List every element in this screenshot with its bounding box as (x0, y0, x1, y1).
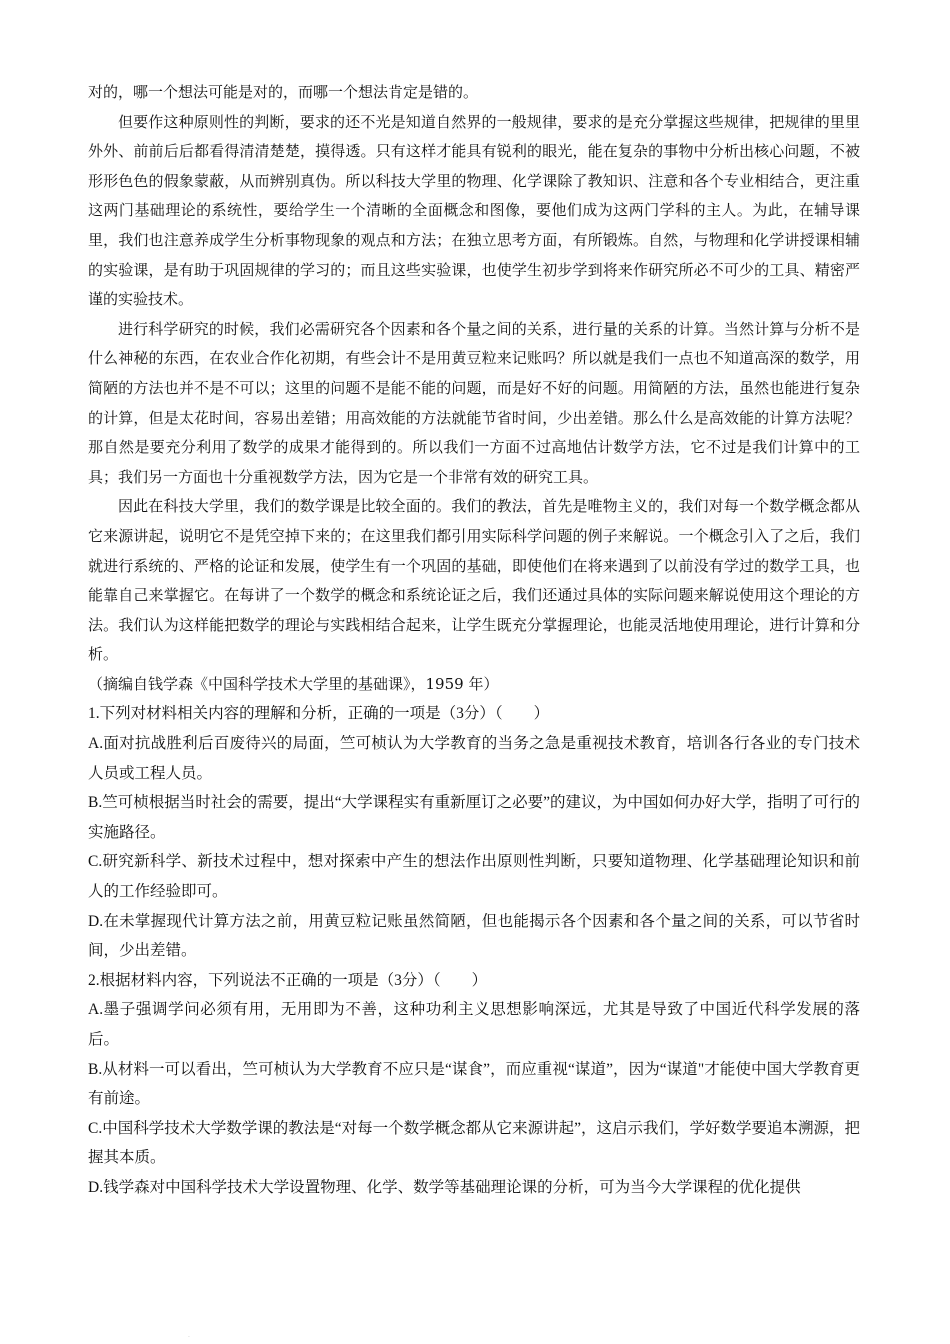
questions-section (88, 699, 860, 1202)
question-2-stem: 2.根据材料内容，下列说法不正确的一项是（3分）（ ） (88, 971, 488, 989)
passage-paragraph-2: 进行科学研究的时候，我们必需研究各个因素和各个量之间的关系，进行量的关系的计算。当然计算与分析不是什么神秘的东西，在农业合作化初期，有些会计不是用黄豆粒来记账吗？所以就是我们一点也不知道高深的数学，用简陋的方法也并不是不可以；这里的问题不是能不能的问题，而是好不好的问题。用简陋的方法，虽然也能进行复杂的计算，但是太花时间，容易出差错；用高效能的方法就能节省时间，少出差错。那么什么是高效能的计算方法呢？那自然是要充分利用了数学的成果才能得到的。所以我们一方面不过高地估计数学方法，它不过是我们计算中的工具；我们另一方面也十分重视数学方法，因为它是一个非常有效的研究工具。 (88, 319, 860, 486)
reading-passage (88, 78, 860, 699)
page-content (88, 78, 860, 1203)
passage-paragraph-3: 因此在科技大学里，我们的数学课是比较全面的。我们的教法，首先是唯物主义的，我们对每一个数学概念都从它来源讲起，说明它不是凭空掉下来的；在这里我们都引用实际科学问题的例子来解说。一个概念引入了之后，我们就进行系统的、严格的论证和发展，使学生有一个巩固的基础，即使他们在将来遇到了以前没有学过的数学工具，也能靠自己来掌握它。在每讲了一个数学的概念和系统论证之后，我们还通过具体的实际问题来解说使用这个理论的方法。我们认为这样能把数学的理论与实践相结合起来，让学生既充分掌握理论，也能灵活地使用理论，进行计算和分析。 (88, 497, 860, 664)
question-2-option-b: B.从材料一可以看出，竺可桢认为大学教育不应只是“谋食”，而应重视“谋道”，因为“谋道"才能使中国大学教育更有前途。 (88, 1060, 860, 1108)
question-1-option-b: B.竺可桢根据当时社会的需要，提出“大学课程实有重新厘订之必要”的建议，为中国如何办好大学，指明了可行的实施路径。 (88, 794, 860, 841)
question-2-option-c: C.中国科学技术大学数学课的教法是“对每一个数学概念都从它来源讲起”，这启示我们，学好数学要追本溯源，把握其本质。 (88, 1119, 860, 1167)
question-1-option-c: C.研究新科学、新技术过程中，想对探索中产生的想法作出原则性判断，只要知道物理、化学基础理论知识和前人的工作经验即可。 (88, 853, 860, 901)
question-1-stem: 1.下列对材料相关内容的理解和分析，正确的一项是（3分）（ ） (88, 705, 550, 723)
passage-source: （摘编自钱学森《中国科学技术大学里的基础课》，1959 年） (88, 674, 499, 693)
footer-mark: . (188, 1332, 190, 1339)
question-2-option-a: A.墨子强调学问必须有用，无用即为不善，这种功利主义思想影响深远，尤其是导致了中国近代科学发展的落后。 (88, 1001, 860, 1048)
question-1-option-a: A.面对抗战胜利后百废待兴的局面，竺可桢认为大学教育的当务之急是重视技术教育，培训各行各业的专门技术人员或工程人员。 (88, 735, 860, 782)
question-1-option-d: D.在未掌握现代计算方法之前，用黄豆粒记账虽然简陋，但也能揭示各个因素和各个量之间的关系，可以节省时间，少出差错。 (88, 912, 860, 960)
passage-paragraph-0: 对的，哪一个想法可能是对的，而哪一个想法肯定是错的。 (88, 83, 479, 101)
question-2-option-d: D.钱学森对中国科学技术大学设置物理、化学、数学等基础理论课的分析，可为当今大学课程的优化提供 (88, 1178, 801, 1196)
passage-paragraph-1: 但要作这种原则性的判断，要求的还不光是知道自然界的一般规律，要求的是充分掌握这些规律，把规律的里里外外、前前后后都看得清清楚楚，摸得透。只有这样才能具有锐利的眼光，能在复杂的事物中分析出核心问题，不被形形色色的假象蒙蔽，从而辨别真伪。所以科技大学里的物理、化学课除了教知识、注意和各个专业相结合，更注重这两门基础理论的系统性，要给学生一个清晰的全面概念和图像，要他们成为这两门学科的主人。为此，在辅导课里，我们也注意养成学生分析事物现象的观点和方法；在独立思考方面，有所锻炼。自然，与物理和化学讲授课相辅的实验课，是有助于巩固规律的学习的；而且这些实验课，也使学生初步学到将来作研究所必不可少的工具、精密严谨的实验技术。 (88, 112, 860, 309)
